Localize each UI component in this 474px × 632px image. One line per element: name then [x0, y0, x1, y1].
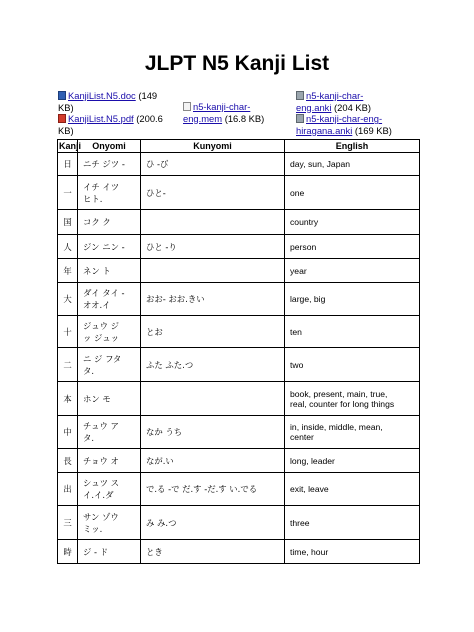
file-link-pdf[interactable]: KanjiList.N5.pdf — [68, 113, 134, 124]
table-header-row — [58, 140, 420, 153]
onyomi-cell: ホン モ — [78, 382, 141, 416]
table-row — [58, 348, 420, 382]
kunyomi-cell: なが.い — [141, 449, 285, 473]
pdf-icon — [58, 114, 66, 123]
kanji-cell: 大 — [58, 283, 78, 316]
file-list-col-1 — [58, 90, 176, 136]
table-row — [58, 316, 420, 348]
table-row — [58, 176, 420, 210]
onyomi-cell: ダイ タイ - オオ.イ — [78, 283, 141, 316]
table-row — [58, 153, 420, 176]
file-link-mem[interactable]: n5-kanji-char- eng.mem — [183, 101, 251, 124]
word-doc-icon — [58, 91, 66, 100]
onyomi-cell: ジュウ ジ ッ ジュッ — [78, 316, 141, 348]
kunyomi-cell — [141, 259, 285, 283]
kunyomi-cell: おお- おお.きい — [141, 283, 285, 316]
file-entry-anki-2: n5-kanji-char-eng- hiragana.anki (169 KB) — [296, 113, 392, 136]
file-link-anki-1[interactable]: n5-kanji-char- eng.anki — [296, 90, 364, 113]
kanji-cell: 長 — [58, 449, 78, 473]
kunyomi-cell: で.る -で だ.す -だ.す い.でる — [141, 473, 285, 506]
page-title: JLPT N5 Kanji List — [144, 52, 330, 75]
anki-file-icon — [296, 114, 304, 123]
kanji-cell: 中 — [58, 416, 78, 449]
kunyomi-cell — [141, 210, 285, 235]
table-row — [58, 473, 420, 506]
file-entry-anki-1: n5-kanji-char- eng.anki (204 KB) — [296, 90, 372, 113]
table-row — [58, 235, 420, 259]
english-cell: day, sun, Japan — [285, 153, 420, 176]
kunyomi-cell: ふた ふた.つ — [141, 348, 285, 382]
onyomi-cell: サン ゾウ ミッ. — [78, 506, 141, 540]
kanji-cell: 国 — [58, 210, 78, 235]
file-link-anki-2[interactable]: n5-kanji-char-eng- hiragana.anki — [296, 113, 383, 136]
onyomi-cell: チョウ オ — [78, 449, 141, 473]
english-cell: three — [285, 506, 420, 540]
onyomi-cell: イチ イツ ヒト. — [78, 176, 141, 210]
kanji-cell: 十 — [58, 316, 78, 348]
file-entry-doc: KanjiList.N5.doc (149 KB) — [58, 90, 158, 113]
kunyomi-cell: とき — [141, 540, 285, 564]
kanji-cell: 日 — [58, 153, 78, 176]
header-kanji: Kanji — [59, 141, 82, 151]
english-cell: long, leader — [285, 449, 420, 473]
table-row — [58, 416, 420, 449]
english-cell: year — [285, 259, 420, 283]
header-onyomi: Onyomi — [78, 140, 141, 153]
table-row — [58, 449, 420, 473]
kunyomi-cell: ひ -び — [141, 153, 285, 176]
kunyomi-cell: なか うち — [141, 416, 285, 449]
kanji-cell: 出 — [58, 473, 78, 506]
onyomi-cell: チュウ ア タ. — [78, 416, 141, 449]
kunyomi-cell: ひと- — [141, 176, 285, 210]
english-cell: exit, leave — [285, 473, 420, 506]
header-english: English — [285, 140, 420, 153]
file-entry-pdf: KanjiList.N5.pdf (200.6 KB) — [58, 113, 163, 136]
kunyomi-cell — [141, 382, 285, 416]
english-cell: in, inside, middle, mean, center — [285, 416, 420, 449]
english-cell: large, big — [285, 283, 420, 316]
table-row — [58, 382, 420, 416]
onyomi-cell: ニチ ジツ - — [78, 153, 141, 176]
english-cell: ten — [285, 316, 420, 348]
header-kunyomi: Kunyomi — [141, 140, 285, 153]
onyomi-cell: コク ク — [78, 210, 141, 235]
kanji-cell: 一 — [58, 176, 78, 210]
table-row — [58, 283, 420, 316]
kanji-cell: 本 — [58, 382, 78, 416]
onyomi-cell: ジン ニン - — [78, 235, 141, 259]
table-row — [58, 259, 420, 283]
english-cell: time, hour — [285, 540, 420, 564]
onyomi-cell: ニ ジ フタ タ. — [78, 348, 141, 382]
table-row — [58, 540, 420, 564]
onyomi-cell: シュツ ス イ.イ.ダ — [78, 473, 141, 506]
kanji-cell: 年 — [58, 259, 78, 283]
table-row — [58, 210, 420, 235]
table-row — [58, 506, 420, 540]
file-list-col-2 — [183, 101, 288, 124]
onyomi-cell: ネン ト — [78, 259, 141, 283]
kanji-cell: 人 — [58, 235, 78, 259]
onyomi-cell: ジ - ド — [78, 540, 141, 564]
kunyomi-cell: み み.つ — [141, 506, 285, 540]
english-cell: two — [285, 348, 420, 382]
file-list-col-3 — [296, 90, 416, 136]
file-entry-mem: n5-kanji-char- eng.mem (16.8 KB) — [183, 101, 265, 124]
anki-file-icon — [296, 91, 304, 100]
kunyomi-cell: ひと -り — [141, 235, 285, 259]
mem-file-icon — [183, 102, 191, 111]
file-link-doc[interactable]: KanjiList.N5.doc — [68, 90, 136, 101]
english-cell: country — [285, 210, 420, 235]
kanji-cell: 三 — [58, 506, 78, 540]
kanji-table — [57, 139, 420, 564]
kunyomi-cell: とお — [141, 316, 285, 348]
english-cell: one — [285, 176, 420, 210]
kanji-cell: 二 — [58, 348, 78, 382]
english-cell: book, present, main, true, real, counter for long things — [285, 382, 420, 416]
english-cell: person — [285, 235, 420, 259]
kanji-cell: 時 — [58, 540, 78, 564]
